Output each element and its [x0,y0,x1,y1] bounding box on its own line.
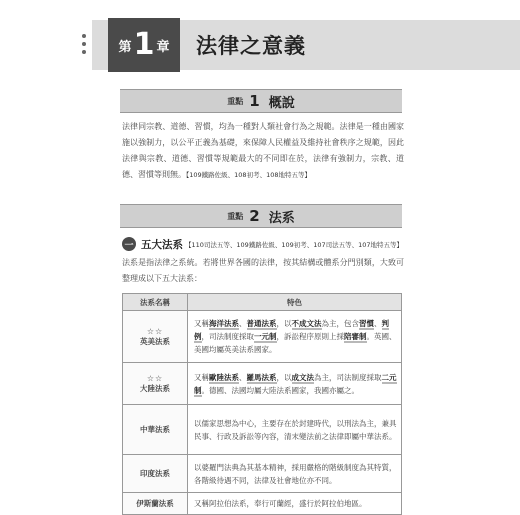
table-row [123,311,402,363]
chapter-title: 法律之意義 [196,34,306,58]
highlighted-term: 習慣 [359,319,374,328]
system-name: 英美法系 [140,336,170,346]
section-2-label: 重點 [227,211,244,221]
system-name-cell [123,455,188,493]
section-1-header [120,89,402,113]
decorative-dots [82,30,86,58]
highlighted-term: 判例 [194,319,389,341]
feature-text: ，以 [276,372,292,382]
feature-text: 又稱阿拉伯法系，奉行可蘭經，盛行於阿拉伯地區。 [194,499,367,508]
feature-text: 又稱 [194,372,209,382]
table-row [123,405,402,455]
highlighted-term: 普通法系 [246,319,277,328]
legal-systems-table [122,293,402,515]
table-row [123,363,402,405]
highlighted-term: 二元制 [194,372,397,395]
feature-text: 以婆羅門法典為其基本精神，採用嚴格的階級制度為其特質，各階級待遇不同，法律及社會地位亦不同。 [194,462,397,485]
header-system-name: 法系名稱 [123,294,188,311]
table-header-row [123,294,402,311]
section-1-title: 概說 [268,95,295,111]
feature-text: ，訴訟程序原則上採 [276,332,344,341]
features-cell [188,493,402,515]
highlighted-term: 成文法 [291,372,314,382]
subsection-bullet: 一 [122,237,136,251]
system-name: 印度法系 [140,469,170,478]
highlighted-term: 不成文法 [291,319,322,328]
feature-text: 、 [239,319,247,328]
subsection-title: 五大法系 [141,238,183,251]
feature-text: 又稱 [194,319,209,328]
section-1-sources: 【109鐵路佐級、108初考、108地特五等】 [186,171,311,179]
features-cell [188,363,402,405]
system-name: 中華法系 [140,425,170,434]
features-cell [188,311,402,363]
section-2-header [120,204,402,228]
subsection-sources: 【110司法五等、109鐵路佐級、109初考、107司法五等、107地特五等】 [185,240,404,249]
table-row [123,455,402,493]
feature-text: 為主，包含 [321,319,359,328]
chapter-number: 1 [133,27,155,62]
section-2-title: 法系 [268,210,295,226]
feature-text: 為主，司法制度採取 [314,372,382,382]
system-name: 伊斯蘭法系 [136,499,174,508]
star-rating: ☆☆ [146,373,164,383]
section-1-label: 重點 [227,96,244,106]
feature-text: 。德國、法國均屬大陸法系國家，我國亦屬之。 [201,385,359,395]
system-name-cell [123,311,188,363]
section-2-number: 2 [249,207,260,225]
section-1-paragraph [122,119,404,183]
highlighted-term: 海洋法系 [209,319,239,328]
system-name-cell [123,493,188,515]
system-name-cell [123,363,188,405]
feature-text: 以儒家思想為中心，主要存在於封建時代，以刑法為主，兼具民事、行政及訴訟等內容，清末變法前之法律即屬中華法系。 [194,418,397,441]
subsection-heading [122,236,403,252]
chapter-suffix: 章 [156,39,170,55]
feature-text: 、 [374,319,382,328]
system-name-cell [123,405,188,455]
section-1-number: 1 [249,92,260,110]
highlighted-term: 陪審制 [344,332,367,341]
chapter-badge [108,18,180,72]
highlighted-term: 一元制 [254,332,277,341]
features-cell [188,405,402,455]
highlighted-term: 羅馬法系 [246,372,277,382]
system-name: 大陸法系 [140,383,170,393]
table-row [123,493,402,515]
section-1-text: 法律同宗教、道德、習慣，均為一種對人類社會行為之規範。法律是一種由國家施以強制力，以公平正義為基礎，來保障人民權益及維持社會秩序之規範，因此法律與宗教、道德、習慣等規範最大的不同即在於，法律有強制力，宗教、道德、習慣等則無。 [122,122,404,179]
chapter-prefix: 第 [118,39,132,55]
feature-text: ，以 [276,319,292,328]
feature-text: ，司法制度採取 [201,332,254,341]
feature-text: 。英國、美國均屬英美法系國家。 [194,332,397,354]
feature-text: 、 [239,372,247,382]
header-features: 特色 [188,294,402,311]
star-rating: ☆☆ [146,326,164,336]
highlighted-term: 歐陸法系 [209,372,239,382]
subsection-intro: 法系是指法律之系統。若將世界各國的法律，按其結構或體系分門別類，大致可整理成以下五大法系： [122,258,404,283]
features-cell [188,455,402,493]
